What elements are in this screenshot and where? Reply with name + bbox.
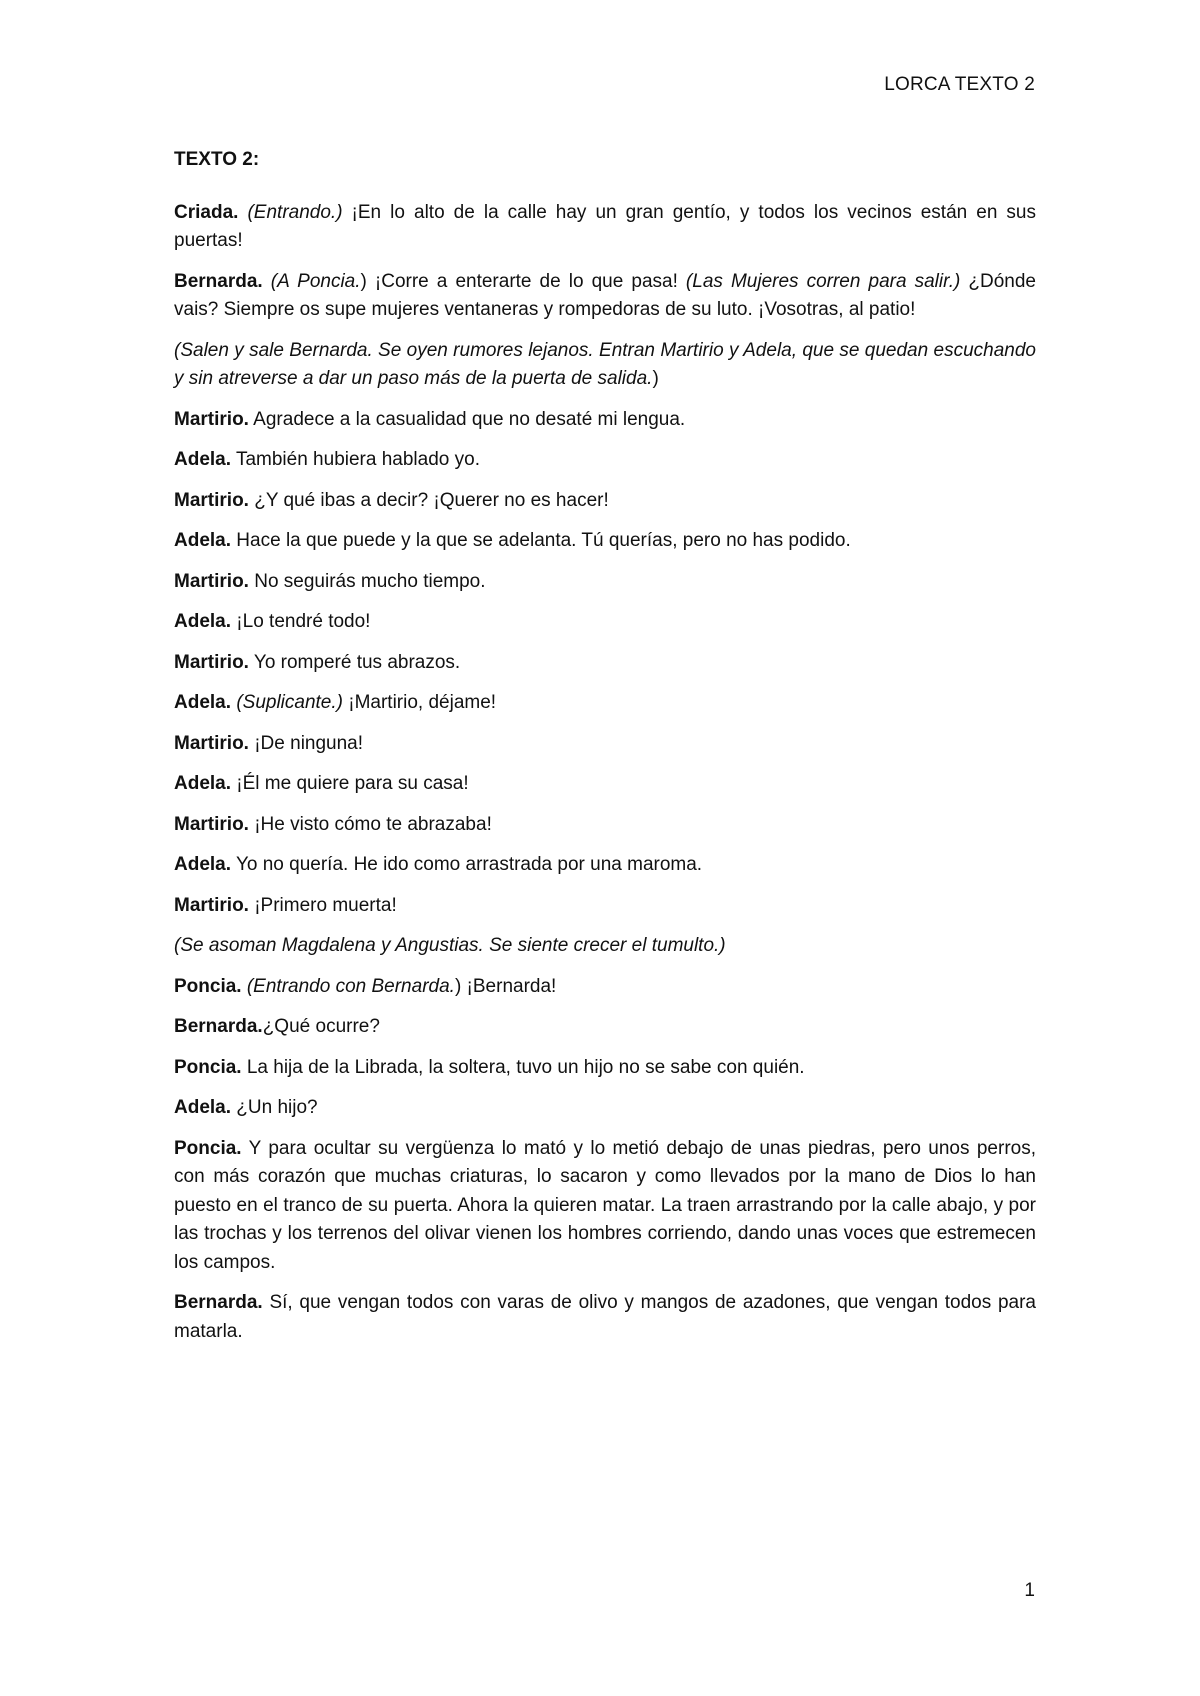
dialogue-paragraph [174, 973, 1036, 1002]
dialogue-paragraph [174, 1094, 1036, 1123]
speaker-name: Bernarda. [174, 1016, 263, 1037]
dialogue-paragraph [174, 1054, 1036, 1083]
speaker-name: Adela. [174, 692, 232, 713]
dialogue-paragraph [174, 689, 1036, 718]
speaker-name: Martirio. [174, 489, 249, 511]
dialogue-text: Yo no quería. He ido como arrastrada por una maroma. [231, 854, 703, 875]
dialogue-text [263, 271, 271, 292]
dialogue-list [174, 199, 1036, 1347]
speaker-name: Criada. [174, 201, 239, 223]
page-number: 1 [1024, 1580, 1035, 1601]
dialogue-paragraph [174, 892, 1036, 921]
dialogue-text: Hace la que puede y la que se adelanta. Tú querías, pero no has podido. [231, 530, 851, 551]
dialogue-paragraph [174, 268, 1036, 325]
dialogue-paragraph [174, 527, 1036, 556]
speaker-name: Adela. [174, 773, 232, 794]
dialogue-text: ) [652, 368, 659, 389]
dialogue-paragraph [174, 608, 1036, 637]
speaker-name: Bernarda. [174, 270, 263, 292]
speaker-name: Martirio. [174, 894, 249, 916]
speaker-name: Adela. [174, 1097, 232, 1118]
dialogue-paragraph [174, 1289, 1036, 1346]
dialogue-paragraph [174, 199, 1036, 256]
speaker-name: Poncia. [174, 1137, 242, 1159]
document-heading: TEXTO 2: [174, 149, 260, 170]
dialogue-text: Y para ocultar su vergüenza lo mató y lo metió debajo de unas piedras, pero unos perros, con más corazón que muchas criaturas, lo sacaron y como llevados por la mano de Dios lo han puesto en el tranco de su puerta. Ahora la quieren matar. La traen arrastrando por la calle abajo, y por las trochas y los terrenos del olivar vienen los hombres corriendo, dando unas voces que estremecen los campos. [174, 1137, 1036, 1273]
dialogue-text: ) ¡Corre a enterarte de lo que pasa! [360, 270, 686, 292]
dialogue-paragraph [174, 730, 1036, 759]
dialogue-text: También hubiera hablado yo. [231, 449, 480, 470]
dialogue-paragraph [174, 337, 1036, 394]
stage-direction: (Suplicante.) [236, 692, 343, 713]
dialogue-text: ¡En lo alto de la calle hay un gran gentío, y todos los vecinos están en sus puertas! [174, 201, 1036, 251]
dialogue-paragraph [174, 406, 1036, 435]
dialogue-text: Agradece a la casualidad que no desaté mi lengua. [248, 408, 686, 430]
speaker-name: Adela. [174, 854, 232, 875]
speaker-name: Martirio. [174, 732, 249, 754]
dialogue-text: ¡Primero muerta! [248, 894, 397, 916]
dialogue-paragraph [174, 1013, 1036, 1042]
stage-direction: (A Poncia. [270, 270, 361, 292]
speaker-name: Martirio. [174, 651, 249, 673]
dialogue-text: ¡He visto cómo te abrazaba! [248, 813, 492, 835]
speaker-name: Adela. [174, 449, 232, 470]
dialogue-paragraph [174, 851, 1036, 880]
dialogue-text: Yo romperé tus abrazos. [248, 651, 461, 673]
dialogue-paragraph [174, 649, 1036, 678]
stage-direction: (Las Mujeres corren para salir.) [685, 270, 961, 292]
speaker-name: Bernarda. [174, 1292, 263, 1313]
dialogue-text: ¡Él me quiere para su casa! [231, 773, 469, 794]
speaker-name: Martirio. [174, 408, 249, 430]
dialogue-paragraph [174, 1135, 1036, 1278]
document-body [174, 146, 1036, 1358]
dialogue-text: ¿Dónde vais? Siempre os supe mujeres ventaneras y rompedoras de su luto. ¡Vosotras, al patio! [174, 270, 1037, 320]
dialogue-text: ¡Lo tendré todo! [231, 611, 371, 632]
dialogue-text: La hija de la Librada, la soltera, tuvo un hijo no se sabe con quién. [241, 1056, 805, 1078]
speaker-name: Poncia. [174, 1056, 242, 1078]
dialogue-text: ¡Martirio, déjame! [342, 692, 497, 713]
dialogue-text: ¿Un hijo? [231, 1097, 318, 1118]
speaker-name: Adela. [174, 611, 232, 632]
dialogue-paragraph [174, 932, 1036, 961]
dialogue-text: ¿Y qué ibas a decir? ¡Querer no es hacer! [248, 489, 609, 511]
dialogue-text: ¿Qué ocurre? [262, 1016, 380, 1037]
speaker-name: Martirio. [174, 813, 249, 835]
dialogue-text: No seguirás mucho tiempo. [248, 570, 486, 592]
dialogue-paragraph [174, 568, 1036, 597]
stage-direction: (Salen y sale Bernarda. Se oyen rumores lejanos. Entran Martirio y Adela, que se quedan escuchando y sin atreverse a dar un paso más de la puerta de salida. [174, 339, 1036, 389]
speaker-name: Adela. [174, 530, 232, 551]
dialogue-paragraph [174, 446, 1036, 475]
page-header: LORCA TEXTO 2 [884, 74, 1035, 95]
dialogue-text: ¡De ninguna! [248, 732, 364, 754]
dialogue-text: Sí, que vengan todos con varas de olivo y mangos de azadones, que vengan todos para matarla. [174, 1292, 1036, 1342]
dialogue-text: ) ¡Bernarda! [454, 975, 557, 997]
stage-direction: (Entrando.) [247, 201, 343, 223]
speaker-name: Poncia. [174, 975, 242, 997]
stage-direction: (Entrando con Bernarda. [246, 975, 455, 997]
dialogue-paragraph [174, 770, 1036, 799]
dialogue-paragraph [174, 487, 1036, 516]
dialogue-paragraph [174, 811, 1036, 840]
stage-direction: (Se asoman Magdalena y Angustias. Se siente crecer el tumulto.) [174, 935, 726, 956]
speaker-name: Martirio. [174, 570, 249, 592]
